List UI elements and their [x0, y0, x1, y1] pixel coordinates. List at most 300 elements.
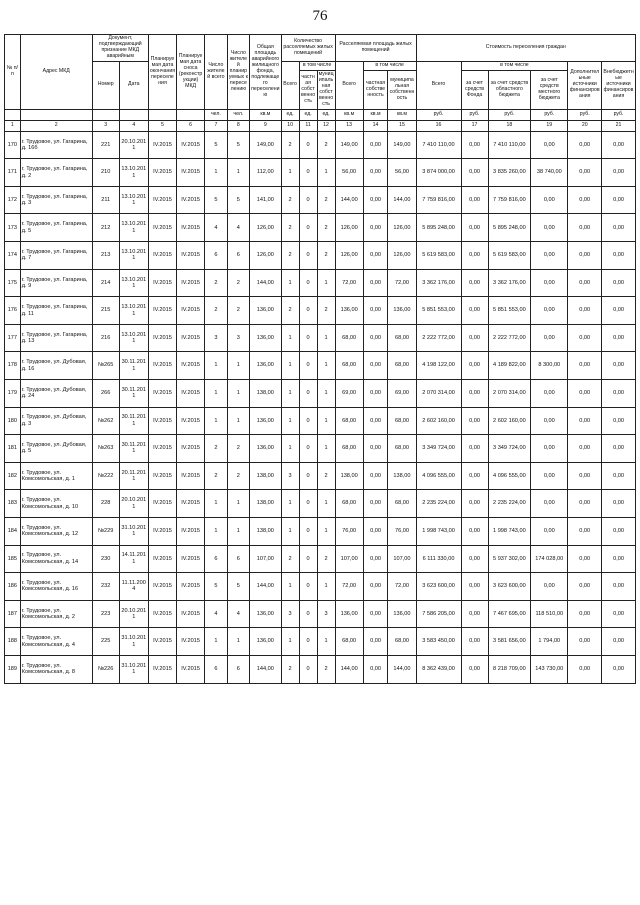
table-cell: 0	[299, 407, 317, 435]
table-cell: IV.2015	[177, 352, 205, 380]
column-number: 20	[568, 120, 602, 131]
table-cell: 2 235 224,00	[488, 490, 531, 518]
table-cell: 138,00	[335, 462, 363, 490]
table-cell: IV.2015	[148, 600, 176, 628]
table-cell: 225	[92, 628, 119, 656]
table-cell: 5 851 553,00	[488, 297, 531, 325]
table-cell: 0,00	[363, 517, 388, 545]
table-cell: 180	[5, 407, 21, 435]
table-cell: 170	[5, 131, 21, 159]
table-cell: 0,00	[568, 655, 602, 683]
table-cell: 144,00	[335, 186, 363, 214]
table-cell: 0	[299, 269, 317, 297]
table-cell: 0,00	[568, 242, 602, 270]
table-cell: 2	[281, 655, 299, 683]
table-cell: г. Трудовое, ул. Гагарина, д. 13	[20, 324, 92, 352]
header-rooms-area: Расселяемая площадь жилых помещений	[335, 35, 416, 62]
header-rooms-count: Количество расселяемых жилых помещений	[281, 35, 335, 62]
table-row	[5, 131, 636, 159]
table-cell: 76,00	[388, 517, 416, 545]
table-cell: 6	[205, 545, 227, 573]
table-cell: 0,00	[568, 324, 602, 352]
table-cell: 149,00	[388, 131, 416, 159]
table-cell: 0,00	[531, 380, 568, 408]
table-cell: 13.10.2011	[119, 269, 148, 297]
table-row	[5, 462, 636, 490]
unit-rub: руб.	[461, 109, 488, 120]
table-cell: 0,00	[568, 380, 602, 408]
table-cell: 1	[281, 159, 299, 187]
table-cell: IV.2015	[177, 242, 205, 270]
table-cell: 216	[92, 324, 119, 352]
table-cell: 0	[299, 462, 317, 490]
table-cell: IV.2015	[177, 297, 205, 325]
unit-rub: руб.	[488, 109, 531, 120]
header-address: Адрес МКД	[20, 35, 92, 110]
header-area-total: Всего	[335, 61, 363, 109]
table-row	[5, 242, 636, 270]
table-cell: 1	[317, 490, 335, 518]
table-row	[5, 352, 636, 380]
table-row	[5, 573, 636, 601]
table-cell: 38 740,00	[531, 159, 568, 187]
unit-pcs: ед.	[317, 109, 335, 120]
table-cell: 0,00	[602, 600, 636, 628]
table-cell: 0,00	[363, 600, 388, 628]
table-cell: IV.2015	[177, 573, 205, 601]
table-cell: 3	[227, 324, 249, 352]
table-cell: 0,00	[602, 159, 636, 187]
table-cell: IV.2015	[177, 380, 205, 408]
table-cell: 0,00	[531, 407, 568, 435]
table-cell: 176	[5, 297, 21, 325]
table-cell: 3 362 176,00	[488, 269, 531, 297]
column-number: 14	[363, 120, 388, 131]
table-cell: 68,00	[335, 324, 363, 352]
table-cell: 13.10.2011	[119, 297, 148, 325]
table-cell: 5 937 302,00	[488, 545, 531, 573]
table-cell: 0,00	[363, 573, 388, 601]
table-cell: 0,00	[531, 462, 568, 490]
table-cell: 0,00	[363, 214, 388, 242]
table-cell: IV.2015	[148, 242, 176, 270]
table-cell: 1	[227, 517, 249, 545]
table-cell: 68,00	[388, 407, 416, 435]
table-cell: 0,00	[531, 214, 568, 242]
table-cell: 1	[205, 517, 227, 545]
table-cell: 1	[317, 628, 335, 656]
table-cell: 175	[5, 269, 21, 297]
table-cell: 0,00	[531, 324, 568, 352]
table-cell: 8 300,00	[531, 352, 568, 380]
table-cell: 5	[205, 186, 227, 214]
table-cell: IV.2015	[148, 297, 176, 325]
table-cell: 0,00	[568, 435, 602, 463]
table-head	[5, 35, 636, 132]
header-rooms-total: Всего	[281, 61, 299, 109]
table-cell: 2 070 314,00	[416, 380, 461, 408]
column-number: 2	[20, 120, 92, 131]
table-cell: 143 730,00	[531, 655, 568, 683]
table-cell: 177	[5, 324, 21, 352]
table-cell: 138,00	[250, 490, 281, 518]
table-cell: 0	[299, 352, 317, 380]
table-cell: г. Трудовое, ул. Комсомольская, д. 10	[20, 490, 92, 518]
header-resettled-persons: Число жителей всего	[205, 35, 227, 110]
table-cell: 1	[317, 324, 335, 352]
table-cell: г. Трудовое, ул. Дубовая, д. 16	[20, 352, 92, 380]
table-cell: 0	[299, 380, 317, 408]
header-planned-resettle-date: Планируемая дата окончания переселения	[148, 35, 176, 110]
table-cell: г. Трудовое, ул. Гагарина, д. 7	[20, 242, 92, 270]
table-cell: 0,00	[602, 324, 636, 352]
table-cell: 1	[227, 628, 249, 656]
table-cell: 1	[281, 628, 299, 656]
column-number: 4	[119, 120, 148, 131]
table-cell: 144,00	[250, 655, 281, 683]
table-cell: 0,00	[363, 407, 388, 435]
table-cell: 0,00	[461, 490, 488, 518]
table-cell: г. Трудовое, ул. Гагарина, д. 11	[20, 297, 92, 325]
table-cell: 0,00	[531, 269, 568, 297]
table-cell: 68,00	[335, 435, 363, 463]
table-cell: 1	[281, 407, 299, 435]
table-cell: 72,00	[388, 573, 416, 601]
table-cell: 4 189 822,00	[488, 352, 531, 380]
table-cell: IV.2015	[148, 214, 176, 242]
table-cell: 3 583 450,00	[416, 628, 461, 656]
table-cell: г. Трудовое, ул. Комсомольская, д. 8	[20, 655, 92, 683]
table-cell: 0	[299, 655, 317, 683]
unit-rub: руб.	[531, 109, 568, 120]
table-cell: г. Трудовое, ул. Дубовая, д. 24	[20, 380, 92, 408]
table-cell: 0,00	[602, 186, 636, 214]
table-cell: 1	[205, 628, 227, 656]
table-cell: IV.2015	[177, 600, 205, 628]
table-cell: 4	[227, 600, 249, 628]
table-cell: 0	[299, 324, 317, 352]
table-cell: 136,00	[250, 600, 281, 628]
table-cell: 68,00	[388, 490, 416, 518]
table-cell: 136,00	[335, 297, 363, 325]
table-cell: 3 623 600,00	[488, 573, 531, 601]
unit-rub: руб.	[602, 109, 636, 120]
table-cell: 3 349 724,00	[416, 435, 461, 463]
table-cell: 1	[281, 517, 299, 545]
table-cell: 56,00	[335, 159, 363, 187]
table-cell: 214	[92, 269, 119, 297]
table-cell: 72,00	[335, 573, 363, 601]
table-cell: 1	[281, 352, 299, 380]
table-cell: 2 222 772,00	[416, 324, 461, 352]
table-cell: 2	[205, 297, 227, 325]
table-cell: 0	[299, 159, 317, 187]
table-cell: №226	[92, 655, 119, 683]
column-number: 5	[148, 120, 176, 131]
table-cell: IV.2015	[148, 517, 176, 545]
table-cell: 215	[92, 297, 119, 325]
table-cell: IV.2015	[148, 131, 176, 159]
table-cell: 1	[281, 435, 299, 463]
table-cell: 20.10.2011	[119, 600, 148, 628]
table-cell: 3 581 656,00	[488, 628, 531, 656]
table-cell: 1	[281, 490, 299, 518]
table-cell: IV.2015	[177, 214, 205, 242]
table-row	[5, 600, 636, 628]
table-cell: IV.2015	[148, 462, 176, 490]
table-cell: 0,00	[602, 655, 636, 683]
header-cost-total: Всего	[416, 61, 461, 109]
column-number: 7	[205, 120, 227, 131]
header-doc-date: Дата	[119, 61, 148, 109]
table-cell: 144,00	[388, 186, 416, 214]
table-row	[5, 435, 636, 463]
table-cell: IV.2015	[148, 545, 176, 573]
table-row	[5, 186, 636, 214]
table-cell: 0,00	[461, 462, 488, 490]
table-row	[5, 380, 636, 408]
table-cell: 0	[299, 214, 317, 242]
table-cell: 2	[317, 655, 335, 683]
table-row	[5, 545, 636, 573]
column-number: 21	[602, 120, 636, 131]
table-cell: 0,00	[461, 214, 488, 242]
table-cell: 0,00	[568, 545, 602, 573]
table-cell: 13.10.2011	[119, 186, 148, 214]
table-cell: 138,00	[388, 462, 416, 490]
header-fund-cost: за счет средств Фонда	[461, 70, 488, 109]
table-cell: 0,00	[461, 269, 488, 297]
table-cell: 0,00	[461, 573, 488, 601]
table-cell: №222	[92, 462, 119, 490]
table-cell: 3 623 600,00	[416, 573, 461, 601]
table-row	[5, 159, 636, 187]
table-cell: 1	[227, 352, 249, 380]
table-cell: 0,00	[602, 462, 636, 490]
table-cell: 1	[205, 380, 227, 408]
header-area-private: частная собственность	[363, 70, 388, 109]
table-cell: 0,00	[461, 628, 488, 656]
table-cell: 68,00	[388, 435, 416, 463]
table-cell: 0,00	[461, 600, 488, 628]
table-cell: г. Трудовое, ул. Комсомольская, д. 2	[20, 600, 92, 628]
units-row	[5, 109, 636, 120]
table-cell: IV.2015	[148, 655, 176, 683]
column-number: 9	[250, 120, 281, 131]
table-cell: 4 198 122,00	[416, 352, 461, 380]
column-number: 12	[317, 120, 335, 131]
table-cell: 107,00	[388, 545, 416, 573]
table-cell: 7 759 816,00	[488, 186, 531, 214]
table-cell: 0,00	[602, 352, 636, 380]
table-cell: 266	[92, 380, 119, 408]
table-row	[5, 407, 636, 435]
table-cell: 1	[317, 407, 335, 435]
table-cell: 1	[227, 407, 249, 435]
table-cell: IV.2015	[148, 186, 176, 214]
table-cell: 20.10.2011	[119, 490, 148, 518]
table-cell: 2 602 160,00	[488, 407, 531, 435]
table-cell: 1	[317, 435, 335, 463]
table-cell: 0,00	[363, 655, 388, 683]
table-cell: 126,00	[335, 214, 363, 242]
table-cell: 1 998 743,00	[488, 517, 531, 545]
table-cell: 1	[281, 324, 299, 352]
table-cell: 72,00	[335, 269, 363, 297]
table-cell: 136,00	[250, 628, 281, 656]
table-cell: 3	[205, 324, 227, 352]
table-cell: IV.2015	[148, 628, 176, 656]
table-cell: 0	[299, 131, 317, 159]
table-cell: 1	[317, 159, 335, 187]
table-cell: 0	[299, 297, 317, 325]
table-cell: 136,00	[335, 600, 363, 628]
table-cell: 149,00	[250, 131, 281, 159]
table-cell: IV.2015	[148, 435, 176, 463]
table-cell: 174	[5, 242, 21, 270]
table-cell: 1	[281, 573, 299, 601]
table-cell: 171	[5, 159, 21, 187]
table-cell: 2	[317, 462, 335, 490]
table-cell: 5 619 583,00	[416, 242, 461, 270]
table-cell: 3	[281, 462, 299, 490]
table-cell: 0,00	[602, 297, 636, 325]
column-number: 11	[299, 120, 317, 131]
table-cell: IV.2015	[177, 517, 205, 545]
table-cell: 144,00	[388, 655, 416, 683]
table-cell: 0,00	[461, 352, 488, 380]
table-cell: 76,00	[335, 517, 363, 545]
table-cell: 4	[205, 214, 227, 242]
table-cell: 8 362 439,00	[416, 655, 461, 683]
column-number: 13	[335, 120, 363, 131]
table-cell: 1	[317, 517, 335, 545]
table-cell: 188	[5, 628, 21, 656]
table-cell: 1 794,00	[531, 628, 568, 656]
table-cell: 230	[92, 545, 119, 573]
table-cell: 107,00	[250, 545, 281, 573]
table-cell: 0	[299, 242, 317, 270]
table-cell: 2	[205, 435, 227, 463]
table-cell: 0,00	[363, 462, 388, 490]
table-cell: 4	[205, 600, 227, 628]
table-cell: 6	[227, 242, 249, 270]
table-cell: 68,00	[335, 490, 363, 518]
column-number: 3	[92, 120, 119, 131]
table-cell: 138,00	[250, 380, 281, 408]
resettlement-table	[4, 34, 636, 684]
table-cell: 5 895 248,00	[416, 214, 461, 242]
table-cell: 1	[317, 380, 335, 408]
table-cell: 3	[317, 600, 335, 628]
table-cell: 0,00	[363, 297, 388, 325]
column-number: 18	[488, 120, 531, 131]
table-cell: IV.2015	[177, 159, 205, 187]
table-cell: 2	[227, 435, 249, 463]
table-cell: 69,00	[335, 380, 363, 408]
table-cell: 5	[227, 573, 249, 601]
table-cell: 5 895 248,00	[488, 214, 531, 242]
table-cell: IV.2015	[177, 324, 205, 352]
header-area-including: в том числе	[363, 61, 416, 70]
unit-rub: руб.	[568, 109, 602, 120]
table-cell: 2	[317, 131, 335, 159]
table-cell: 221	[92, 131, 119, 159]
table-cell: 31.10.2011	[119, 628, 148, 656]
table-cell: 0,00	[602, 242, 636, 270]
table-cell: 0,00	[531, 573, 568, 601]
table-row	[5, 655, 636, 683]
table-cell: 2	[281, 186, 299, 214]
table-cell: 232	[92, 573, 119, 601]
table-cell: 31.10.2011	[119, 517, 148, 545]
table-cell: 0,00	[602, 435, 636, 463]
column-number: 6	[177, 120, 205, 131]
table-cell: 126,00	[250, 214, 281, 242]
table-cell: 0,00	[363, 435, 388, 463]
table-cell: 0,00	[363, 131, 388, 159]
table-cell: 0,00	[602, 545, 636, 573]
table-cell: 2	[281, 131, 299, 159]
table-cell: IV.2015	[177, 655, 205, 683]
table-cell: 0,00	[363, 324, 388, 352]
table-cell: г. Трудовое, ул. Комсомольская, д. 1	[20, 462, 92, 490]
table-cell: IV.2015	[148, 269, 176, 297]
table-cell: №263	[92, 435, 119, 463]
header-rooms-municipal: муниципальная собственность	[317, 70, 335, 109]
table-cell: 136,00	[250, 324, 281, 352]
table-cell: 11.11.2004	[119, 573, 148, 601]
table-cell: 2	[227, 269, 249, 297]
table-cell: 138,00	[250, 462, 281, 490]
table-cell: IV.2015	[148, 352, 176, 380]
table-cell: 7 759 816,00	[416, 186, 461, 214]
table-cell: 2 235 224,00	[416, 490, 461, 518]
table-cell: 179	[5, 380, 21, 408]
table-cell: 0,00	[363, 490, 388, 518]
column-number: 17	[461, 120, 488, 131]
table-cell: 136,00	[250, 435, 281, 463]
table-cell: 2	[281, 242, 299, 270]
table-cell: 0,00	[568, 297, 602, 325]
table-cell: 2	[317, 214, 335, 242]
table-cell: г. Трудовое, ул. Гагарина, д. 2	[20, 159, 92, 187]
table-cell: 6	[205, 655, 227, 683]
table-cell: 182	[5, 462, 21, 490]
table-cell: 0,00	[568, 186, 602, 214]
table-cell: 0,00	[568, 159, 602, 187]
table-cell: 68,00	[335, 628, 363, 656]
table-cell: 2	[227, 462, 249, 490]
table-cell: IV.2015	[177, 628, 205, 656]
table-cell: 0,00	[461, 517, 488, 545]
table-cell: 0,00	[461, 655, 488, 683]
column-number: 1	[5, 120, 21, 131]
table-cell: 2 602 160,00	[416, 407, 461, 435]
table-cell: 136,00	[388, 297, 416, 325]
table-cell: 0,00	[568, 462, 602, 490]
table-cell: 5	[205, 573, 227, 601]
unit-sqm: кв.м	[250, 109, 281, 120]
table-row	[5, 324, 636, 352]
table-cell: 183	[5, 490, 21, 518]
table-cell: 7 410 110,00	[488, 131, 531, 159]
table-cell: IV.2015	[148, 324, 176, 352]
table-cell: 0,00	[531, 490, 568, 518]
table-cell: 1	[227, 490, 249, 518]
table-cell: 72,00	[388, 269, 416, 297]
table-cell: 0	[299, 545, 317, 573]
